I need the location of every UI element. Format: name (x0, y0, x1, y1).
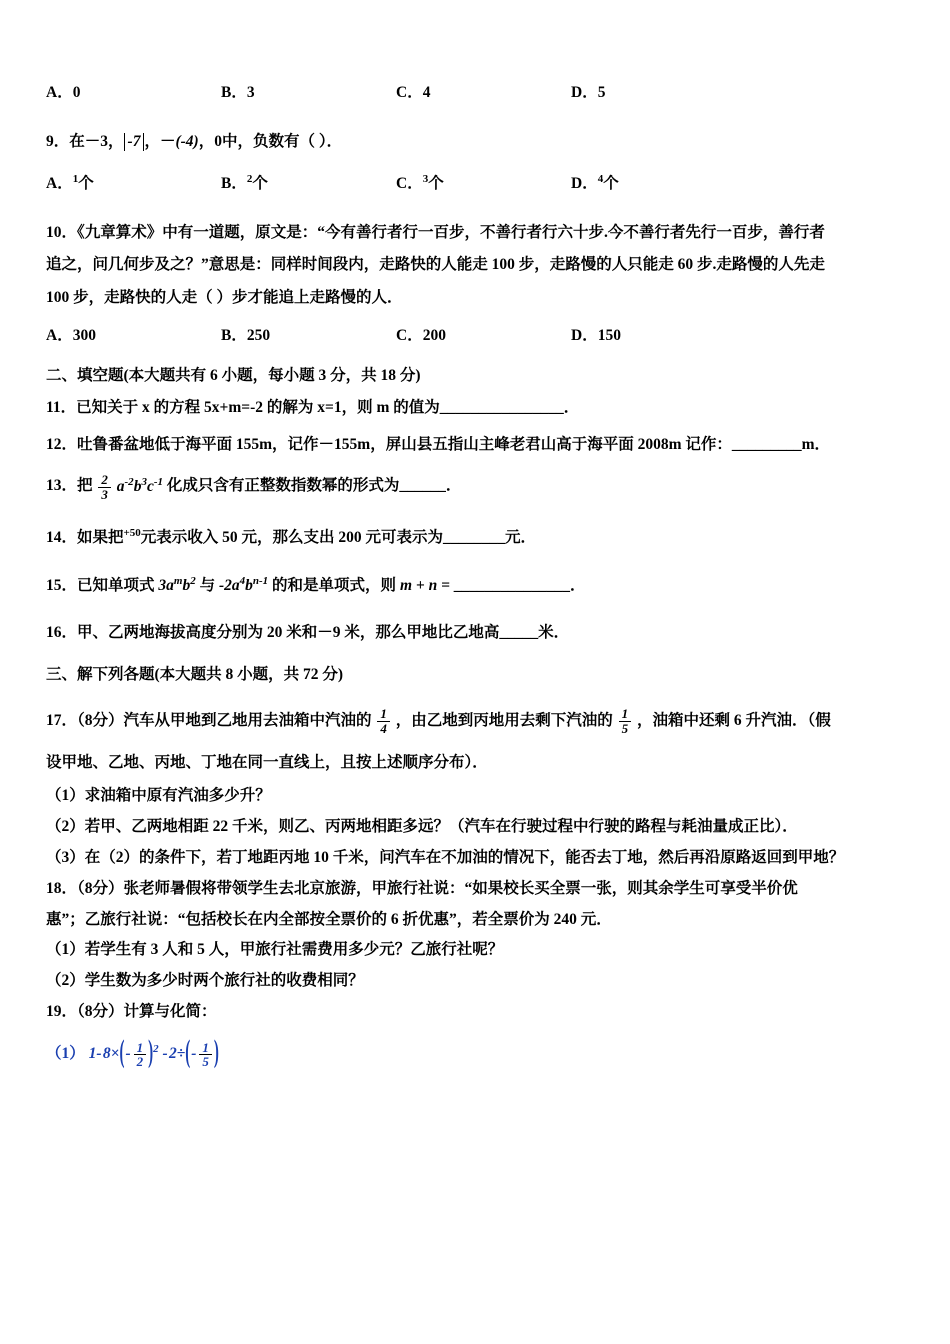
option-d-label: D． (571, 174, 598, 192)
question-10-options (46, 323, 906, 345)
option-c[interactable]: C．4 (396, 84, 431, 101)
option-b[interactable]: B．3 (221, 84, 255, 101)
section-2-heading: 二、填空题(本大题共有 6 小题，每小题 3 分，共 18 分) (46, 366, 421, 384)
question-14-suffix: 元表示收入 50 元，那么支出 200 元可表示为________元． (140, 529, 537, 547)
option-c[interactable]: C．200 (396, 326, 446, 344)
option-a-unit: 个 (78, 174, 94, 192)
fraction-denominator: 2 (136, 1054, 144, 1070)
option-d-unit: 个 (603, 174, 619, 192)
question-10-line-2: 追之，问几何步及之？”意思是：同样时间段内，走路快的人能走 100 步，走路慢的人只能走 60 步.走路慢的人先走 (46, 256, 825, 274)
fraction-one-half (134, 1041, 147, 1069)
question-17-line-1 (46, 707, 906, 736)
question-15-blank: _______________． (453, 577, 586, 595)
question-8-options (46, 80, 906, 102)
option-c-unit: 个 (428, 174, 444, 192)
option-a[interactable]: A．0 (46, 84, 81, 101)
option-a[interactable]: A．300 (46, 326, 96, 344)
question-17-line-2: 设甲地、乙地、丙地、丁地在同一直线上，且按上述顺序分布）． (46, 754, 488, 772)
option-d-value: 4 (597, 172, 604, 185)
q15-expression: m + n = (399, 577, 450, 595)
q19-sub-label: （1） (46, 1045, 85, 1063)
option-b-unit: 个 (252, 174, 268, 192)
q13-expression: $a^{-2}b^3c^{-1}$ (116, 475, 163, 495)
fraction-denominator: 3 (101, 486, 108, 502)
absolute-value-expression: -7 (124, 133, 145, 151)
question-9-options (46, 171, 906, 193)
q15-monomial-1: $3a^mb^2$ (158, 575, 196, 595)
question-12: 12．吐鲁番盆地低于海平面 155m，记作－155m，屏山县五指山主峰老君山高于海平面 2008m 记作：_________m． (46, 435, 831, 453)
page-content (46, 80, 906, 1073)
question-14-prefix: 14．如果把 (46, 529, 124, 547)
fraction-one-fourth (377, 707, 390, 735)
option-d[interactable] (571, 171, 746, 193)
question-9-text-after: ，0中，负数有（ ）． (198, 133, 343, 150)
q17-text-c: ，油箱中还剩 6 升汽油．（假 (637, 711, 831, 729)
paren-expression: (-4) (175, 133, 199, 150)
question-10-line-3: 100 步，走路快的人走（ ）步才能追上走路慢的人． (46, 289, 403, 307)
option-b[interactable] (221, 171, 396, 193)
fraction-numerator: 1 (199, 1041, 212, 1056)
option-d[interactable]: D．5 (571, 84, 606, 101)
question-9-text-mid: ，－ (144, 133, 176, 150)
question-18-line-1: 18．（8分）张老师暑假将带领学生去北京旅游，甲旅行社说：“如果校长买全票一张，则其余学生可享受半价优 (46, 879, 798, 897)
question-10-line-1: 10．《九章算术》中有一道题，原文是：“今有善行者行一百步，不善行者行六十步.今不善行者先行一百步，善行者 (46, 223, 825, 241)
option-c-value: 3 (422, 172, 429, 185)
question-19-sub-1 (46, 1036, 906, 1070)
question-9 (46, 128, 906, 157)
question-17-sub-2: （2）若甲、乙两地相距 22 千米，则乙、丙两地相距多远？（汽车在行驶过程中行驶的路程与耗油量成正比）． (46, 817, 798, 835)
fraction-denominator: 5 (621, 720, 629, 736)
option-a[interactable] (46, 171, 221, 193)
option-a-label: A． (46, 174, 73, 192)
question-13-prefix: 13．把 (46, 477, 93, 495)
question-13 (46, 471, 906, 501)
question-18-sub-1: （1）若学生有 3 人和 5 人，甲旅行社需费用多少元？乙旅行社呢？ (46, 941, 504, 959)
fraction-one-fifth (619, 707, 632, 735)
option-d[interactable]: D．150 (571, 326, 621, 344)
q15-monomial-2: $-2a^4b^{n-1}$ (218, 575, 269, 595)
question-18-line-2: 惠”；乙旅行社说：“包括校长在内全部按全票价的 6 折优惠”，若全票价为 240 元． (46, 910, 612, 928)
question-9-text-before: 在－3， (69, 133, 124, 150)
option-b[interactable]: B．250 (221, 326, 271, 344)
question-15 (46, 571, 906, 601)
fraction-denominator: 5 (202, 1054, 209, 1070)
question-16: 16．甲、乙两地海拔高度分别为 20 米和－9 米，那么甲地比乙地高_____米． (46, 623, 570, 641)
question-11: 11．已知关于 x 的方程 5x+m=-2 的解为 x=1，则 m 的值为________________． (46, 398, 580, 416)
fraction-numerator: 1 (377, 707, 390, 722)
question-19-line-1: 19．（8分）计算与化简： (46, 1003, 217, 1021)
option-b-label: B． (221, 174, 247, 192)
option-a-value: 1 (72, 172, 79, 185)
fraction-two-thirds (98, 473, 111, 501)
question-13-suffix: 化成只含有正整数指数幂的形式为______． (166, 477, 462, 495)
fraction-numerator: 1 (619, 707, 632, 722)
q19-expression: 1- 8×(- $\frac{1}{2}$ )$^2$ - 2÷(- $\frac{1}{5}$ ) (88, 1036, 219, 1070)
fraction-numerator: 1 (134, 1041, 147, 1056)
question-15-suffix: 的和是单项式，则 (272, 577, 397, 595)
q17-text-b: ，由乙地到丙地用去剩下汽油的 (395, 711, 613, 729)
option-c-label: C． (396, 174, 423, 192)
fraction-one-fifth-b (199, 1041, 212, 1069)
question-15-mid: 与 (199, 577, 216, 595)
question-17-sub-3: （3）在（2）的条件下，若丁地距丙地 10 千米，问汽车在不加油的情况下，能否去丁地，然后再沿原路返回到甲地？ (46, 848, 845, 866)
fraction-denominator: 4 (380, 720, 387, 736)
question-15-prefix: 15．已知单项式 (46, 577, 155, 595)
q14-superscript: +50 (123, 527, 141, 540)
question-17-sub-1: （1）求油箱中原有汽油多少升？ (46, 786, 271, 804)
option-c[interactable] (396, 171, 571, 193)
q17-text-a: 17．（8分）汽车从甲地到乙地用去油箱中汽油的 (46, 711, 372, 729)
section-3-heading: 三、解下列各题(本大题共 8 小题，共 72 分) (46, 665, 344, 683)
question-14 (46, 523, 906, 553)
question-9-number: 9． (46, 133, 70, 150)
question-18-sub-2: （2）学生数为多少时两个旅行社的收费相同？ (46, 972, 364, 990)
option-b-value: 2 (246, 172, 253, 185)
fraction-numerator: 2 (98, 473, 111, 488)
